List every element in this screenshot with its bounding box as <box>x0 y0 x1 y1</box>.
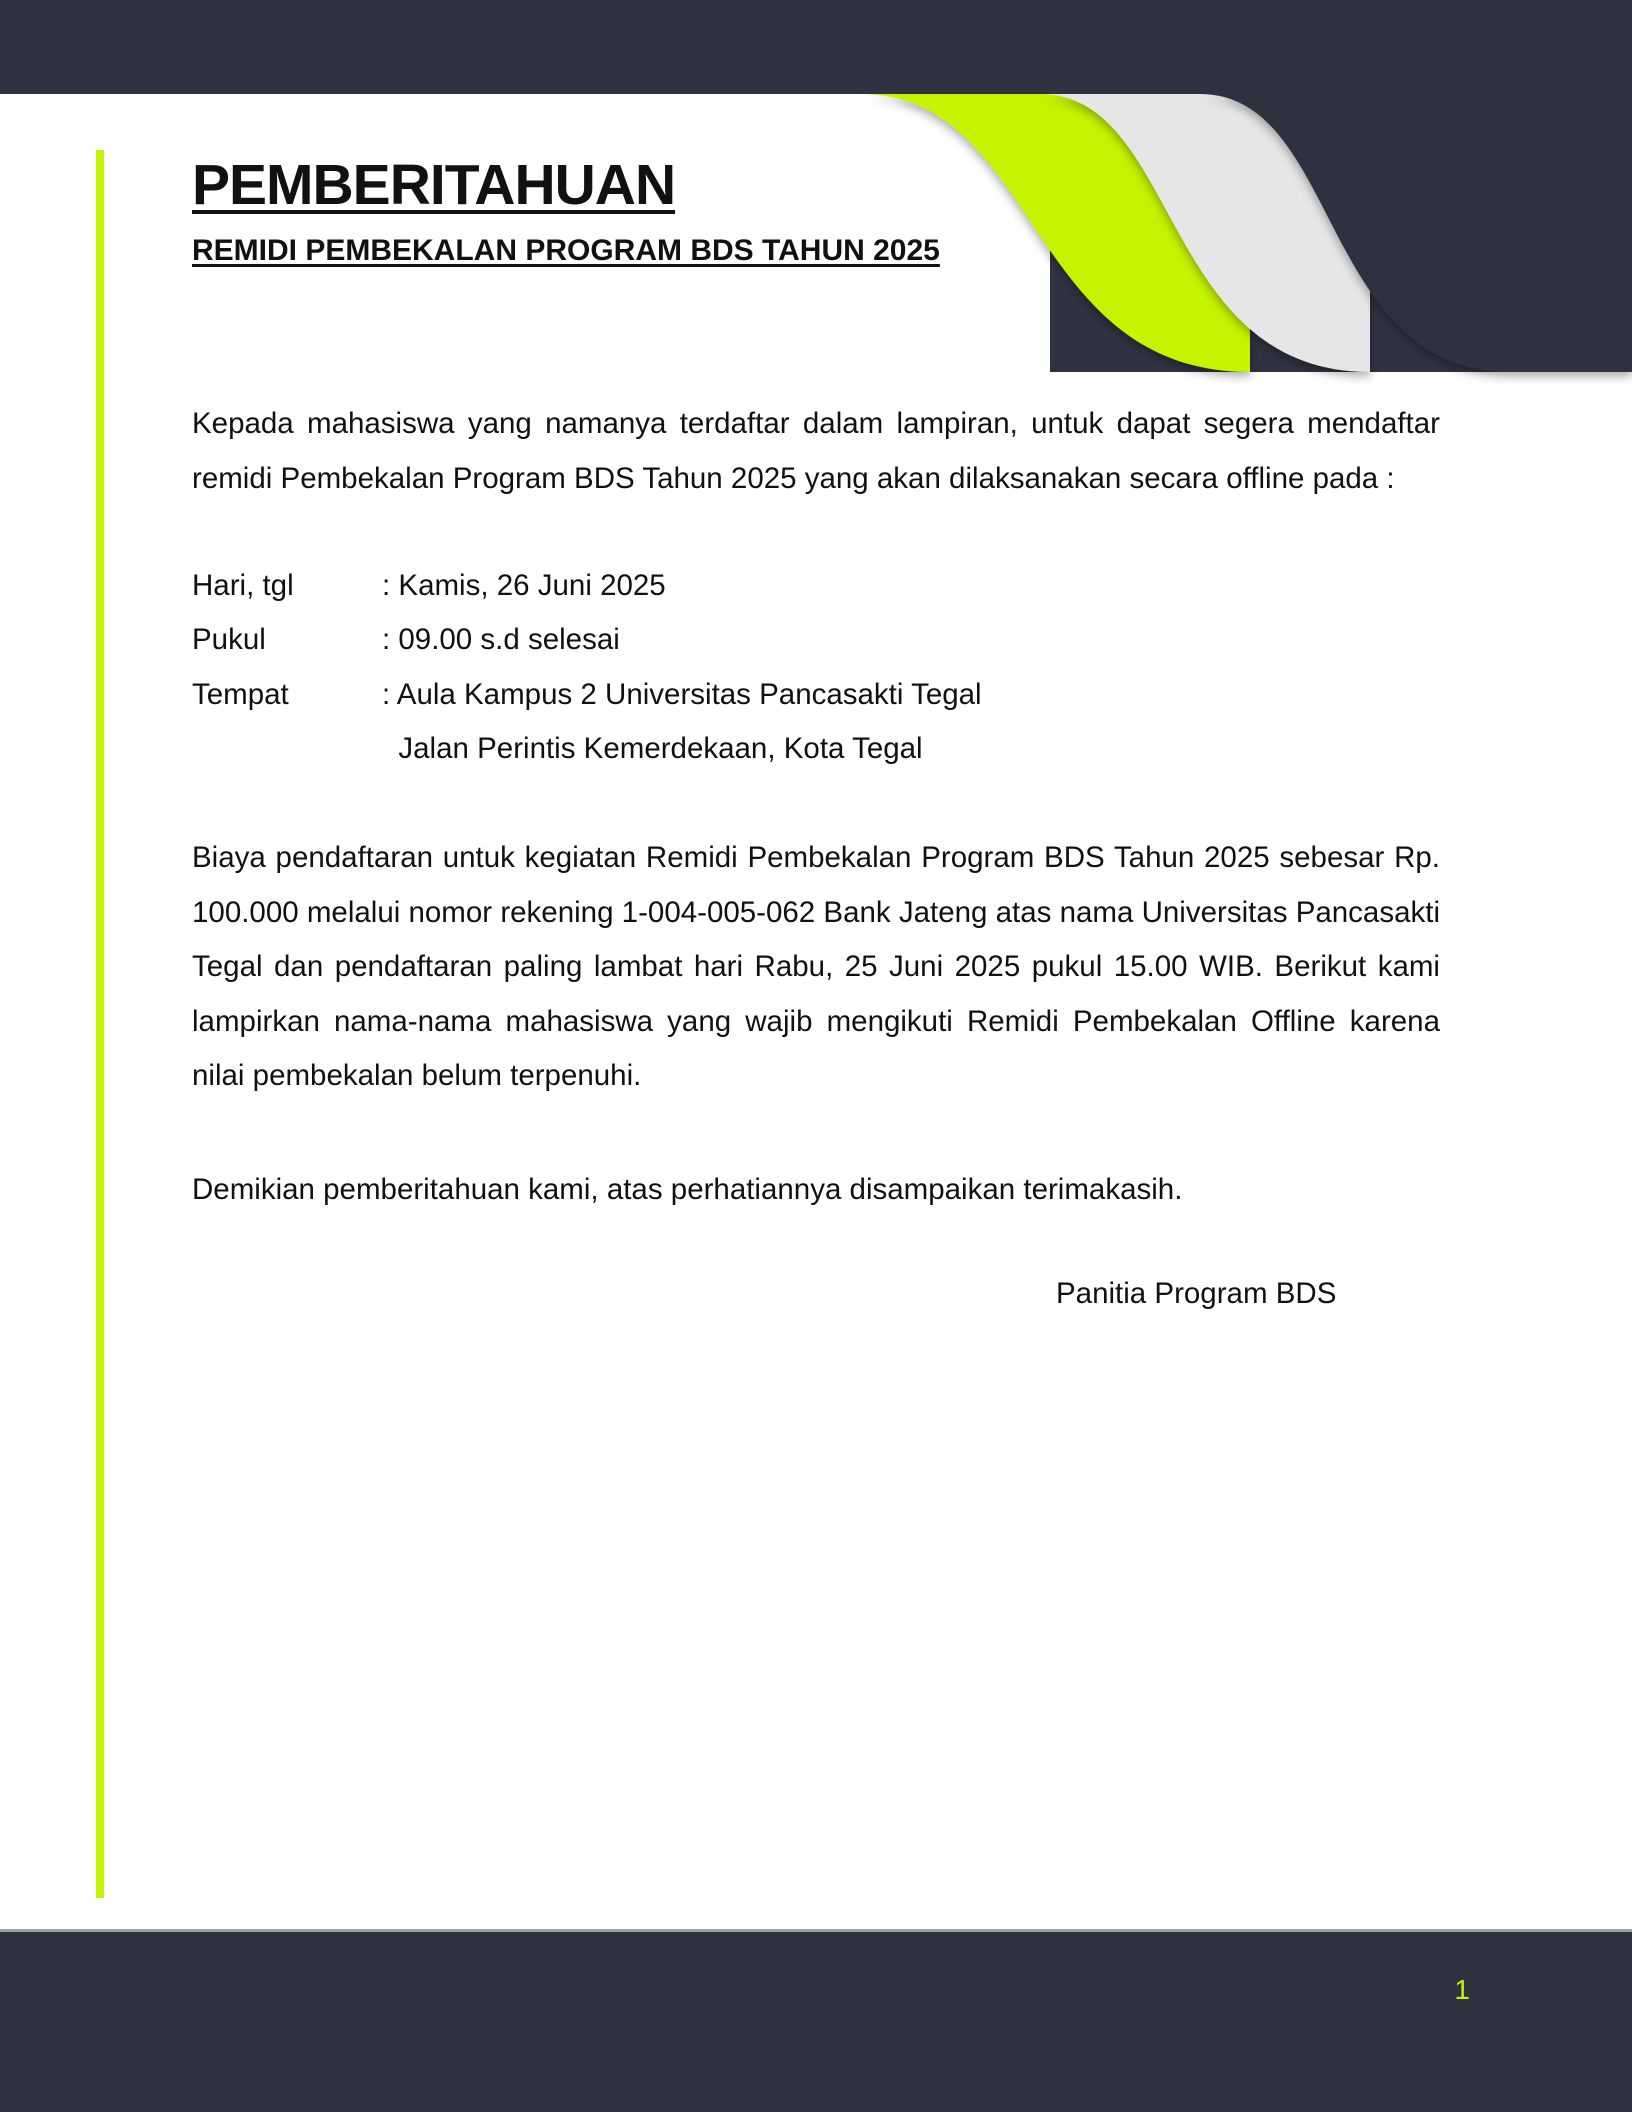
left-accent-bar <box>96 150 104 1898</box>
document-title: PEMBERITAHUAN <box>192 153 676 217</box>
detail-label: Tempat <box>192 678 289 711</box>
detail-value: : 09.00 s.d selesai <box>382 623 620 656</box>
fee-paragraph: Biaya pendaftaran untuk kegiatan Remidi Pembekalan Program BDS Tahun 2025 sebesar Rp. 100.000 melalui nomor rekening 1-004-005-062 Bank Jateng atas nama Universitas Pancasakti Tegal dan pendaftaran paling lambat hari Rabu, 25 Juni 2025 pukul 15.00 WIB. Berikut kami lampirkan nama-nama mahasiswa yang wajib mengikuti Remidi Pembekalan Offline karena nilai pembekalan belum terpenuhi. <box>192 841 1440 1092</box>
detail-value: : Aula Kampus 2 Universitas Pancasakti Tegal <box>382 678 982 711</box>
signature: Panitia Program BDS <box>1056 1277 1337 1310</box>
header-white-cap <box>0 89 1632 94</box>
page-number: 1 <box>1454 1974 1470 2005</box>
document-subtitle: REMIDI PEMBEKALAN PROGRAM BDS TAHUN 2025 <box>192 234 940 267</box>
footer-edge-line <box>0 1929 1632 1932</box>
closing-paragraph: Demikian pemberitahuan kami, atas perhatiannya disampaikan terimakasih. <box>192 1173 1183 1206</box>
detail-label: Hari, tgl <box>192 569 294 602</box>
detail-label: Pukul <box>192 623 266 656</box>
detail-value: Jalan Perintis Kemerdekaan, Kota Tegal <box>382 732 923 765</box>
intro-paragraph: Kepada mahasiswa yang namanya terdaftar dalam lampiran, untuk dapat segera mendaftar remidi Pembekalan Program BDS Tahun 2025 yang akan dilaksanakan secara offline pada : <box>192 407 1440 495</box>
detail-value: : Kamis, 26 Juni 2025 <box>382 569 666 602</box>
footer-dark-band <box>0 1932 1632 2112</box>
